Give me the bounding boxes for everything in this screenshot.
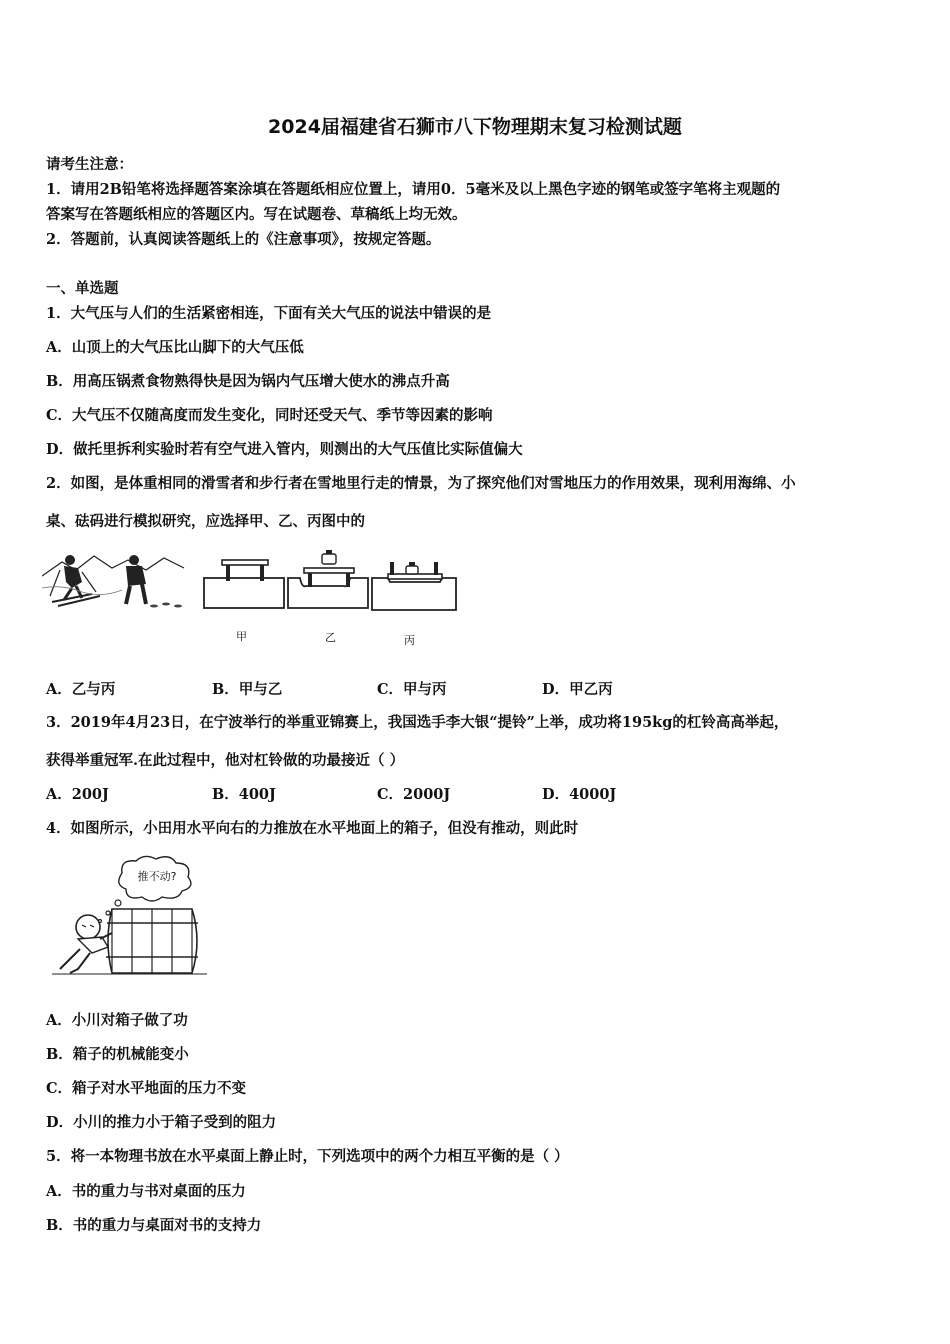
notice-line-3: 2．答题前，认真阅读答题纸上的《注意事项》，按规定答题。: [46, 231, 441, 248]
fig-label-yi: 乙: [325, 631, 336, 644]
box-pushing-figure: [52, 853, 212, 978]
q2-option-b: B．甲与乙: [212, 681, 283, 698]
q3-option-a: A．200J: [46, 786, 109, 803]
q2-stem-line-2: 桌、砝码进行模拟研究，应选择甲、乙、丙图中的: [46, 513, 365, 530]
q1-option-b: B．用高压锅煮食物熟得快是因为锅内气压增大使水的沸点升高: [46, 373, 450, 390]
q2-option-a: A．乙与丙: [46, 681, 116, 698]
q2-option-c: C．甲与丙: [377, 681, 447, 698]
q4-option-d: D．小川的推力小于箱子受到的阻力: [46, 1114, 277, 1131]
q1-option-a: A．山顶上的大气压比山脚下的大气压低: [46, 339, 304, 356]
fig-label-jia: 甲: [236, 630, 247, 643]
sponge-table-figure: [202, 548, 460, 616]
skier-walker-figure: [42, 548, 187, 610]
q3-option-b: B．400J: [212, 786, 276, 803]
q4-option-c: C．箱子对水平地面的压力不变: [46, 1080, 247, 1097]
q1-option-d: D．做托里拆利实验时若有空气进入管内，则测出的大气压值比实际值偏大: [46, 441, 523, 458]
q3-stem-line-1: 3．2019年4月23日，在宁波举行的举重亚锦赛上，我国选手李大银“提铃”上举，成功将195kg的杠铃高高举起，: [46, 714, 789, 731]
fig-label-bing: 丙: [404, 634, 415, 647]
notice-heading: 请考生注意：: [46, 156, 133, 173]
q3-stem-line-2: 获得举重冠军.在此过程中，他对杠铃做的功最接近（ ）: [46, 752, 405, 769]
q3-option-d: D．4000J: [542, 786, 617, 803]
page-title: 2024届福建省石狮市八下物理期末复习检测试题: [268, 116, 682, 138]
notice-line-2: 答案写在答题纸相应的答题区内。写在试题卷、草稿纸上均无效。: [46, 206, 467, 223]
section-heading: 一、单选题: [46, 280, 119, 297]
q5-stem: 5．将一本物理书放在水平桌面上静止时，下列选项中的两个力相互平衡的是（ ）: [46, 1148, 569, 1165]
q3-option-c: C．2000J: [377, 786, 451, 803]
q4-option-b: B．箱子的机械能变小: [46, 1046, 189, 1063]
q4-stem: 4．如图所示，小田用水平向右的力推放在水平地面上的箱子，但没有推动，则此时: [46, 820, 579, 837]
q1-option-c: C．大气压不仅随高度而发生变化，同时还受天气、季节等因素的影响: [46, 407, 493, 424]
q4-option-a: A．小川对箱子做了功: [46, 1012, 188, 1029]
q5-option-b: B．书的重力与桌面对书的支持力: [46, 1217, 262, 1234]
q1-stem: 1．大气压与人们的生活紧密相连，下面有关大气压的说法中错误的是: [46, 305, 492, 322]
q2-option-d: D．甲乙丙: [542, 681, 613, 698]
speech-bubble-text: 推不动?: [137, 870, 177, 883]
q5-option-a: A．书的重力与书对桌面的压力: [46, 1183, 246, 1200]
q2-stem-line-1: 2．如图，是体重相同的滑雪者和步行者在雪地里行走的情景，为了探究他们对雪地压力的作用效果，现利用海绵、小: [46, 475, 796, 492]
notice-line-1: 1．请用2B铅笔将选择题答案涂填在答题纸相应位置上，请用0．5毫米及以上黑色字迹的钢笔或签字笔将主观题的: [46, 181, 781, 198]
